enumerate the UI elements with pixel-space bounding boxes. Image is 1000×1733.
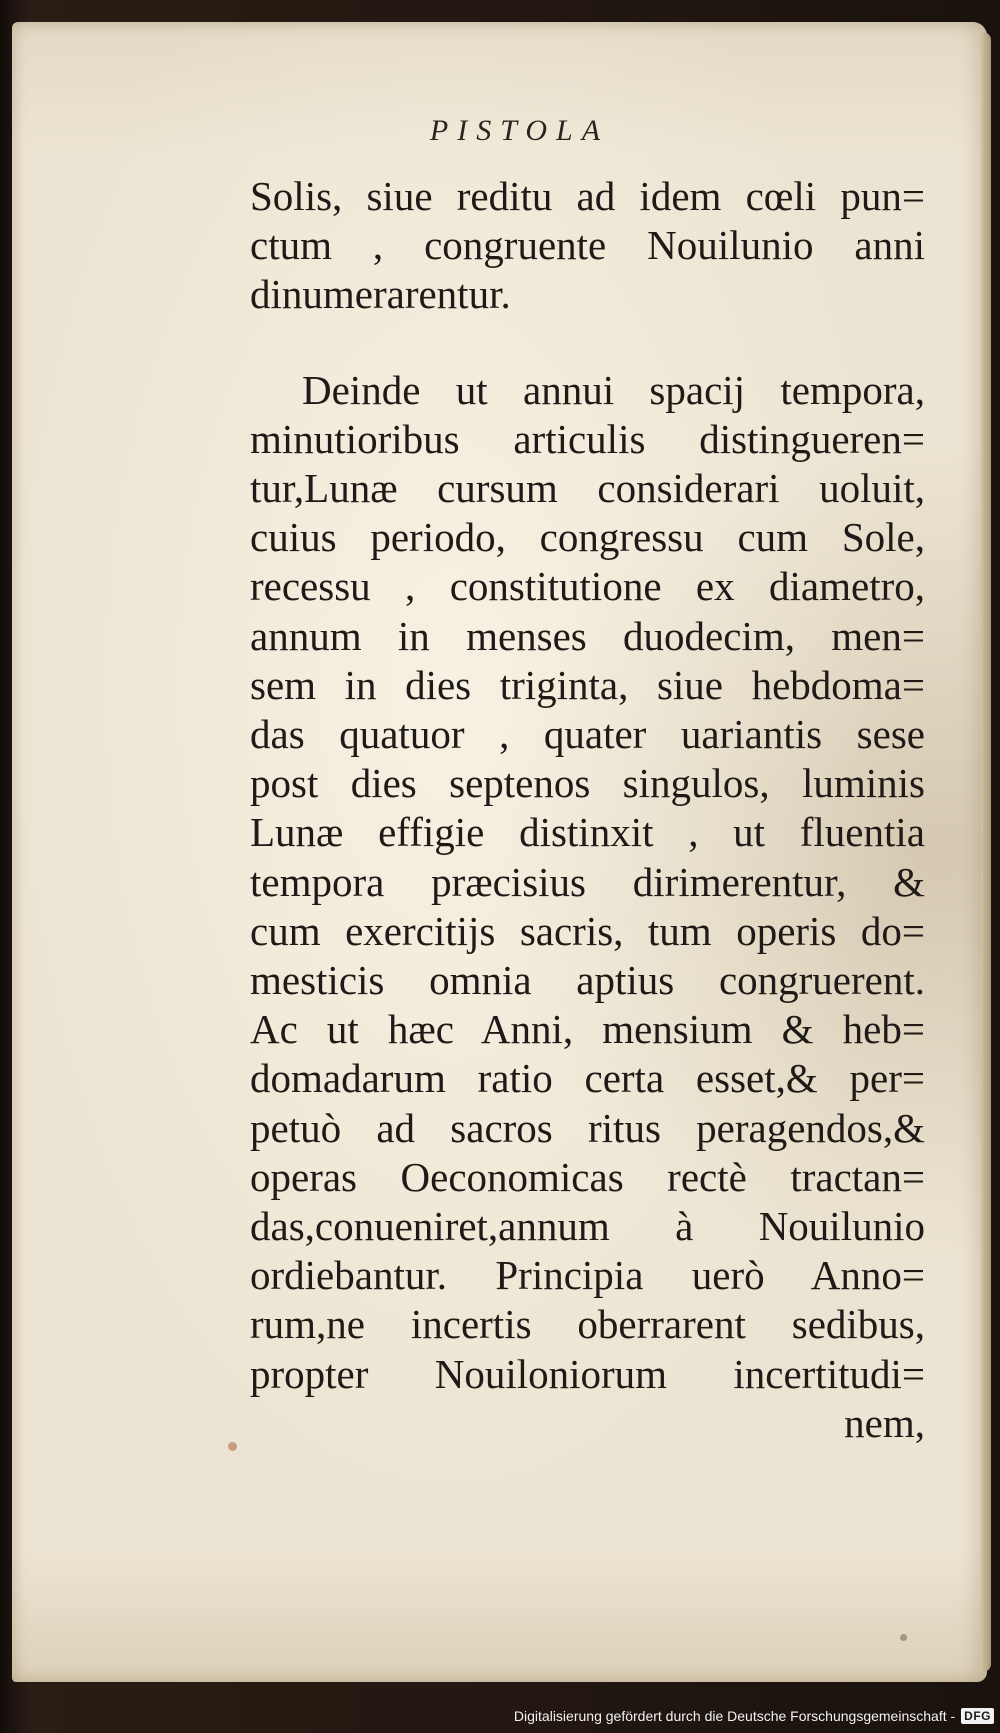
text-line: dinumerarentur. [250,271,511,318]
text-line: Ac ut hæc Anni, mensium & heb= [250,1006,925,1053]
text-line: ordiebantur. Principia uerò Anno= [250,1252,925,1299]
digitization-credit [514,1705,994,1727]
text-line: Lunæ effigie distinxit , ut fluentia [250,809,925,856]
book-page [12,22,987,1682]
text-line: annum in menses duodecim, men= [250,612,925,659]
text-line: Deinde ut annui spacij tempora, [302,366,925,413]
text-line: das quatuor , quater uariantis sese [250,711,925,758]
text-line: cum exercitijs sacris, tum operis do= [250,907,925,954]
text-line: cuius periodo, congressu cum Sole, [250,514,925,561]
text-line: propter Nouiloniorum incertitudi= [250,1350,925,1397]
text-line: sem in dies triginta, siue hebdoma= [250,661,925,708]
text-line: Solis, siue reditu ad idem cœli pun= [250,173,925,219]
paper-stain [900,1634,907,1641]
text-block [250,172,925,1448]
text-line: minutioribus articulis distingueren= [250,415,925,462]
credit-text: Digitalisierung gefördert durch die Deutsche Forschungsgemeinschaft - [513,1708,956,1724]
paper-stain [228,1442,237,1451]
dfg-logo: DFG [961,1708,994,1724]
text-line: post dies septenos singulos, luminis [250,760,925,807]
text-line: recessu , constitutione ex diametro, [250,563,925,610]
text-line: tempora præcisius dirimerentur, & [250,858,925,905]
text-line: das,conueniret,annum à Nouilunio [250,1203,925,1250]
text-line: operas Oeconomicas rectè tractan= [250,1153,925,1200]
page-edge [981,32,991,1672]
text-line: petuò ad sacros ritus peragendos,& [250,1104,925,1151]
text-line: ctum , congruente Nouilunio anni [250,222,925,269]
text-line: rum,ne incertis oberrarent sedibus, [250,1301,925,1348]
paragraph-gap [250,320,925,366]
text-line: tur,Lunæ cursum considerari uoluit, [250,465,925,512]
running-head: PISTOLA [429,114,610,147]
text-line: domadarum ratio certa esset,& per= [250,1055,925,1102]
catchword: nem, [844,1399,925,1446]
text-line: mesticis omnia aptius congruerent. [250,957,925,1004]
